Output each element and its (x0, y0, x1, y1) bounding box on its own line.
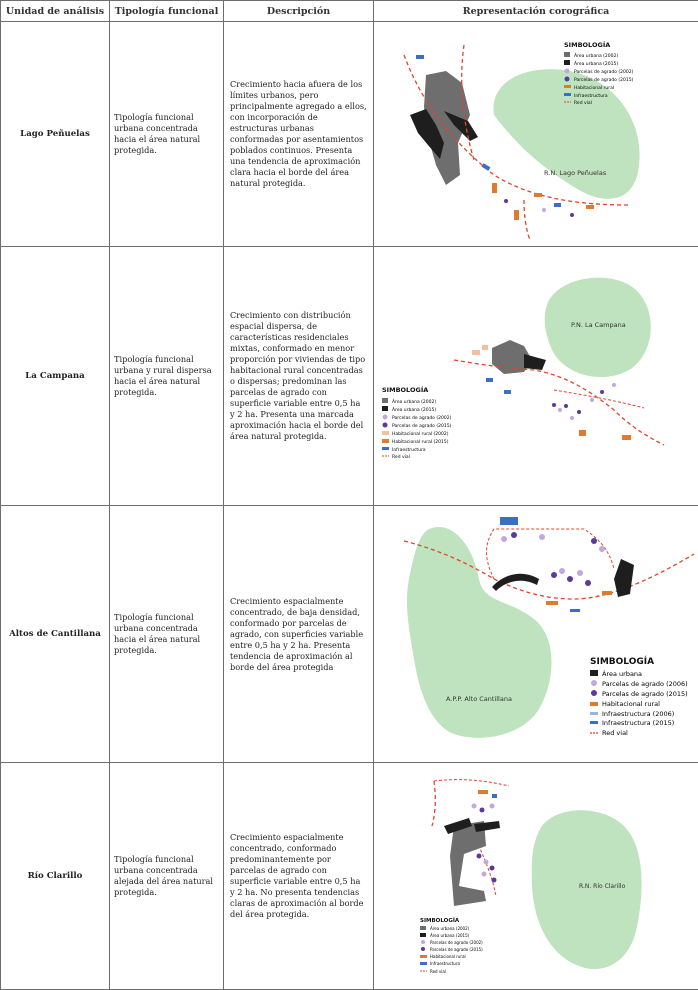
legend-label: Área urbana (2002) (574, 52, 618, 59)
legend-swatch (590, 721, 598, 724)
parcel-mark (490, 803, 495, 808)
parcel-mark (542, 208, 546, 212)
legend (382, 385, 452, 460)
map-cell (374, 247, 698, 506)
rural-settlement-mark (534, 193, 542, 197)
legend-swatch (590, 670, 598, 676)
legend-swatch (564, 85, 571, 88)
unit-name: Río Clarillo (1, 763, 110, 990)
legend-label: Parcelas de agrado (2002) (430, 940, 483, 945)
parcel-mark (504, 199, 508, 203)
legend-label: Red vial (574, 100, 592, 106)
legend-swatch (565, 68, 570, 73)
rural-settlement-mark (478, 790, 488, 794)
rural-settlement-mark (514, 210, 519, 220)
rural-settlement-mark (492, 183, 497, 193)
legend-label: Parcelas de agrado (2002) (574, 69, 634, 75)
parcel-mark (567, 576, 573, 582)
rural-2002-mark (482, 345, 488, 350)
description-text: Crecimiento hacia afuera de los límites urbanos, pero principalmente agregado a ellos, con incorporación de estructuras urbanas conformadas por asentamientos poblados continuos. Presenta una tendencia de aproximación clara hacia el borde del área natural protegida. (224, 22, 374, 247)
urban-area-2015 (524, 354, 546, 370)
legend-label: Área urbana (2015) (430, 933, 470, 938)
legend-label: Área urbana (2002) (392, 398, 436, 405)
legend-label: Área urbana (2002) (430, 926, 470, 931)
parcel-mark (590, 398, 594, 402)
parcel-mark (511, 532, 517, 538)
legend-label: Red vial (602, 729, 628, 737)
infrastructure-mark (500, 517, 518, 525)
parcel-mark (492, 877, 497, 882)
parcel-mark (552, 403, 556, 407)
road-line (524, 200, 530, 240)
parcel-mark (585, 580, 591, 586)
typology-text: Tipología funcional urbana concentrada hacia el área natural protegida. (110, 22, 224, 247)
legend-swatch (383, 422, 388, 427)
parcel-mark (551, 572, 557, 578)
legend-swatch (420, 926, 426, 930)
legend-title: SIMBOLOGÍA (382, 385, 428, 394)
parcel-mark (600, 390, 604, 394)
parcel-mark (482, 871, 487, 876)
infrastructure-mark (570, 609, 580, 612)
legend-label: Infraestructura (430, 961, 460, 966)
protected-area-label: P.N. La Campana (571, 321, 626, 329)
legend-swatch (382, 398, 388, 403)
legend-swatch (590, 702, 598, 706)
header-description: Descripción (224, 1, 374, 22)
map-lago-penuelas (374, 25, 698, 244)
legend-swatch (420, 955, 427, 958)
urban-area (614, 559, 634, 597)
legend-label: Área urbana (602, 669, 642, 678)
infrastructure-mark (554, 203, 561, 207)
parcel-mark (570, 416, 574, 420)
legend-swatch (591, 680, 597, 686)
legend-swatch (382, 439, 389, 443)
legend-swatch (591, 690, 597, 696)
legend-title: SIMBOLOGÍA (564, 40, 610, 49)
parcel-mark (480, 807, 485, 812)
legend-label: Parcelas de agrado (2006) (602, 680, 688, 688)
parcel-mark (570, 213, 574, 217)
legend-label: Infraestructura (574, 93, 608, 99)
description-text: Crecimiento espacialmente concentrado, conformado predominantemente por parcelas de agrado con superficie variable entre 0,5 ha y 2 ha. No presenta tendencias claras de aproximación al borde del área protegida. (224, 763, 374, 990)
header-map: Representación corográfica (374, 1, 698, 22)
parcel-mark (612, 383, 616, 387)
protected-area-label: R.N. Río Clarillo (579, 883, 626, 890)
legend-swatch (565, 76, 570, 81)
legend-swatch (382, 431, 389, 435)
header-typology: Tipología funcional (110, 1, 224, 22)
map-altos-de-cantillana (374, 509, 698, 760)
rural-settlement-mark (622, 435, 631, 440)
typology-text: Tipología funcional urbana concentrada hacia el área natural protegida. (110, 506, 224, 763)
unit-name: La Campana (1, 247, 110, 506)
legend-label: Parcelas de agrado (2015) (602, 690, 688, 698)
legend-label: Infraestructura (2015) (602, 719, 674, 727)
table-row (1, 22, 698, 247)
infrastructure-mark (416, 55, 424, 59)
legend-swatch (421, 940, 425, 944)
legend-title: SIMBOLOGÍA (420, 916, 460, 924)
legend-label: Infraestructura (2006) (602, 710, 674, 718)
infrastructure-mark (504, 390, 511, 394)
unit-name: Altos de Cantillana (1, 506, 110, 763)
legend-swatch (421, 947, 425, 951)
parcel-mark (472, 803, 477, 808)
parcel-mark (501, 536, 507, 542)
legend-swatch (420, 933, 426, 937)
rural-settlement-mark (602, 591, 612, 595)
legend-label: Área urbana (2015) (392, 406, 436, 413)
rural-settlement-mark (579, 430, 586, 436)
map-cell (374, 22, 698, 247)
description-text: Crecimiento con distribución espacial dispersa, de características residenciales mixtas, conformado en menor proporción por viviendas de tipo habitacional rural concentradas o dispersas; predominan las parcelas de agrado con superficie variable entre 0,5 ha y 2 ha. Presenta una marcada aproximación hacia el borde del área natural protegida. (224, 247, 374, 506)
parcel-mark (577, 410, 581, 414)
legend-swatch (382, 447, 389, 450)
legend (590, 655, 688, 737)
rural-settlement-mark (586, 205, 594, 209)
parcel-mark (591, 538, 597, 544)
rural-2002-mark (472, 350, 480, 355)
legend-label: Red vial (430, 969, 446, 974)
parcel-mark (484, 859, 489, 864)
legend-label: Infraestructura (392, 447, 426, 453)
table-row (1, 506, 698, 763)
protected-area-shape (493, 69, 639, 199)
legend-label: Parcelas de agrado (2015) (392, 423, 452, 429)
legend-label: Red vial (392, 454, 410, 460)
parcel-mark (559, 568, 565, 574)
parcel-mark (599, 546, 605, 552)
legend-label: Habitacional rural (2015) (392, 439, 449, 445)
legend-label: Área urbana (2015) (574, 60, 618, 67)
legend-label: Habitacional rural (430, 954, 466, 959)
map-cell (374, 763, 698, 990)
legend-swatch (564, 93, 571, 96)
map-cell (374, 506, 698, 763)
infrastructure-mark (492, 794, 497, 798)
legend-label: Parcelas de agrado (2002) (392, 415, 452, 421)
legend-swatch (564, 60, 570, 65)
legend-swatch (564, 52, 570, 57)
parcel-mark (577, 570, 583, 576)
protected-area-label: R.N. Lago Peñuelas (544, 169, 607, 177)
road-line (454, 360, 664, 445)
parcel-mark (490, 865, 495, 870)
protected-area-label: A.P.P. Alto Cantillana (446, 695, 512, 703)
typology-text: Tipología funcional urbana y rural dispersa hacia el área natural protegida. (110, 247, 224, 506)
table-header-row (1, 1, 698, 22)
urban-area-2002 (450, 821, 486, 906)
map-la-campana (374, 250, 698, 503)
legend-label: Habitacional rural (602, 700, 660, 708)
infrastructure-mark (486, 378, 493, 382)
header-unit: Unidad de análisis (1, 1, 110, 22)
table-row (1, 247, 698, 506)
legend (420, 916, 483, 974)
legend-swatch (420, 962, 427, 965)
legend-title: SIMBOLOGÍA (590, 655, 654, 667)
legend-label: Parcelas de agrado (2015) (574, 77, 634, 83)
road-line (432, 781, 435, 826)
legend-swatch (382, 406, 388, 411)
rural-settlement-mark (546, 601, 558, 605)
legend-label: Habitacional rural (2002) (392, 431, 449, 437)
legend-swatch (383, 414, 388, 419)
road-line (434, 779, 509, 785)
legend-label: Parcelas de agrado (2015) (430, 947, 483, 952)
description-text: Crecimiento espacialmente concentrado, de baja densidad, conformado por parcelas de agrado, con superficies variable entre 0,5 ha y 2 ha. Presenta tendencia de aproximación al borde del área protegida (224, 506, 374, 763)
table-row (1, 763, 698, 990)
map-rio-clarillo (374, 766, 698, 987)
parcel-mark (564, 404, 568, 408)
unit-name: Lago Peñuelas (1, 22, 110, 247)
protected-area-shape (407, 527, 552, 738)
parcel-mark (539, 534, 545, 540)
parcel-mark (477, 853, 482, 858)
legend (564, 40, 634, 106)
infrastructure-mark (482, 163, 491, 170)
typology-text: Tipología funcional urbana concentrada alejada del área natural protegida. (110, 763, 224, 990)
legend-swatch (590, 712, 598, 715)
legend-label: Habitacional rural (574, 85, 614, 91)
parcel-mark (558, 408, 562, 412)
